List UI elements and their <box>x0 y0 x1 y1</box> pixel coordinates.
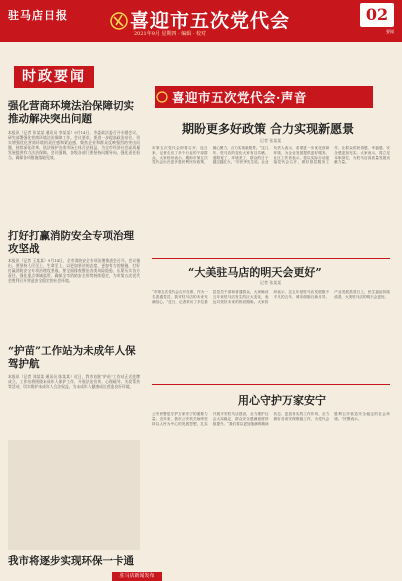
party-emblem-icon <box>155 86 169 108</box>
article-headline: 强化营商环境法治保障切实推动解决突出问题 <box>8 100 134 125</box>
page-number: 02 <box>360 3 394 27</box>
article-body: “市第五次党代会召开在即，作为一名普通党员，我对驻马店的未来充满信心。”近日，记者采访了多位基层党员干部和普通群众，大家畅谈五年来驻马店发生的巨大变化，表达对美好未来的热切期盼。大家纷纷表示，这五年是驻马店发展极不平凡的五年，城市面貌日新月异，产业发展蒸蒸日上，民生福祉持续改善，大美驻马店的明天会更好。 <box>152 290 390 304</box>
article-headline: 我市将逐步实现环保一卡通 <box>8 555 134 567</box>
banner-subtitle: 2021年9月 星期四 · 编辑 · 校对 <box>134 31 207 37</box>
article-headline: 打好打赢消防安全专项治理攻坚战 <box>8 230 134 255</box>
article-body: 本报讯（记者 王某某）9月14日，全市消防安全专项治理推进会召开。会议指出，要坚持人民至上、生命至上，以更加坚决的态度、更加有力的措施，打好打赢消防安全专项治理攻坚战。要全面排查整治各类风险隐患，压紧压实各方责任，强化重点领域监管，确保全市消防安全形势持续稳定，为市第五次党代会胜利召开营造安全稳定的社会环境。 <box>8 258 140 283</box>
article-body: 本报讯（记者 刘某某 通讯员 陈某某）近日，我市首批“护苗”工作站正式挂牌成立。工作站将围绕未成年人保护工作，开展法治宣传、心理疏导、关爱帮扶等活动，切实维护未成年人合法权益，为未成年人健康成长营造良好环境。 <box>8 374 140 389</box>
main-headline: 期盼更多好政策 合力实现新愿景 <box>182 122 355 136</box>
newspaper-logo: 驻马店日报 <box>8 9 68 22</box>
banner-title: 喜迎市五次党代会 <box>130 10 291 32</box>
page-section: 要闻 <box>386 29 394 34</box>
footer-tag: 驻马店新闻发布 <box>112 572 162 581</box>
byline: 记者 张某某 <box>260 280 282 285</box>
divider <box>152 384 390 385</box>
divider <box>152 258 390 259</box>
article-body: 公安民警是守护万家安宁的重要力量。近年来，我市公安机关始终坚持以人民为中心的发展思想，扎实开展平安驻马店建设，全力维护社会大局稳定，群众安全感满意度持续提升。“我们将以更加饱满的精神状态、更加务实的工作作风，全力做好各项安保维稳工作，为党代会胜利召开营造安全稳定的社会环境。”民警表示。 <box>152 412 390 426</box>
article-body: 本报讯（记者 张某某 通讯员 李某某）9月14日，市委政法委召开专题会议，研究部署强化营商环境法治保障工作。会议要求，要进一步提高政治站位，切实增强优化营商环境的责任感和紧迫感，聚焦企业和群众反映强烈的突出问题，持续深化改革，依法保护各类市场主体合法权益，为全市经济社会高质量发展提供有力法治保障。会议强调，各级各部门要坚持问题导向，强化责任担当，确保各项措施落地见效。 <box>8 130 140 160</box>
photo <box>8 440 140 550</box>
main-headline: 用心守护万家安宁 <box>238 394 326 407</box>
article-body: 市第五次党代会即将召开，连日来，记者走访了多个行业的干部群众，大家纷纷表示，期盼市第五次党代会出台更多惠民利民好政策，凝心聚力，合力实现新愿景。“这几年，驻马店的变化大家有目共睹，道路宽了，环境美了，群众的日子越过越红火。”市民李先生说。企业负责人表示，希望进一步优化营商环境，为企业发展提供更好服务。社区工作者表示，将以实际行动迎接党代会召开，做好基层服务工作，让群众的获得感、幸福感、安全感更加充实。大家表示，将立足本职岗位，为驻马店高质量发展贡献力量。 <box>152 146 390 165</box>
main-headline: “大美驻马店的明天会更好” <box>188 266 322 279</box>
article-headline: “护苗”工作站为未成年人保驾护航 <box>8 345 136 370</box>
byline: 记者 张某某 <box>260 138 282 143</box>
party-emblem-icon <box>110 8 128 34</box>
ribbon-text: 喜迎市五次党代会·声音 <box>172 90 307 105</box>
section-tag: 时政要闻 <box>14 66 94 88</box>
